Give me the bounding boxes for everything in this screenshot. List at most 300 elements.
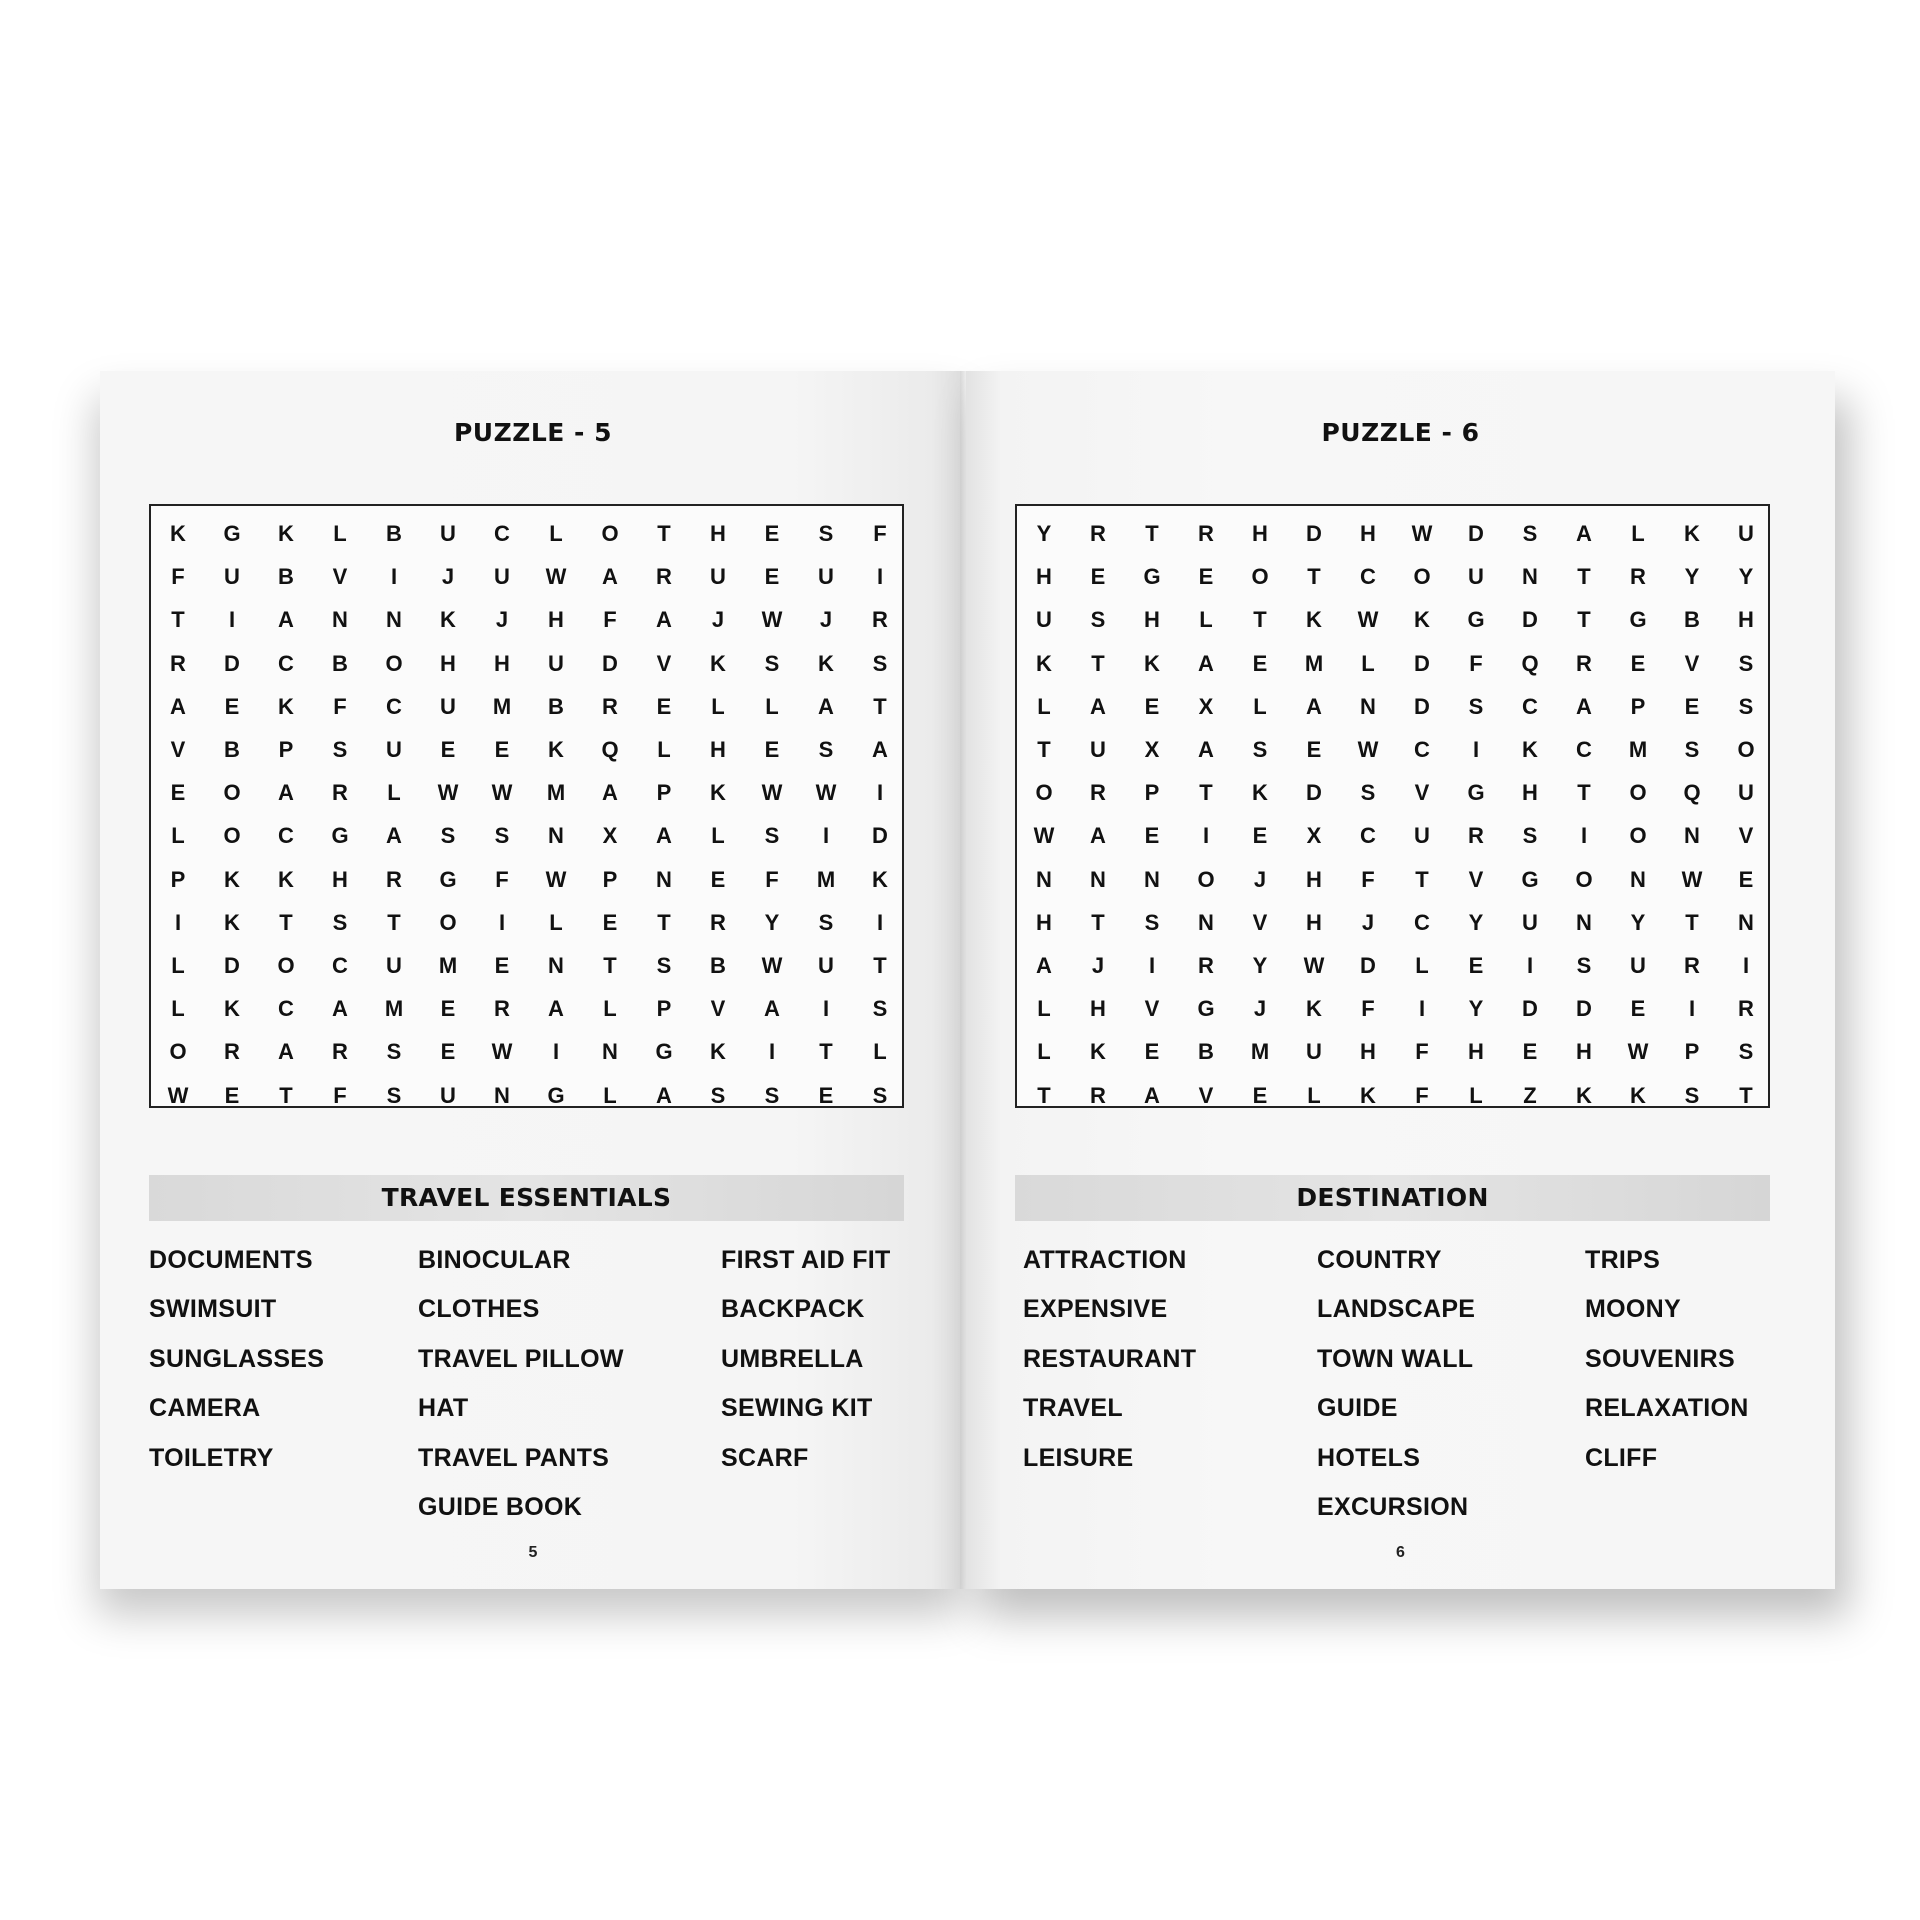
word-list-item: GUIDE xyxy=(1317,1394,1398,1423)
grid-letter: N xyxy=(1144,866,1160,892)
grid-letter: S xyxy=(710,1082,726,1108)
grid-letter: H xyxy=(1144,607,1160,633)
grid-letter: H xyxy=(1306,909,1322,935)
grid-letter: U xyxy=(1738,780,1754,806)
grid-letter: V xyxy=(1468,866,1484,892)
grid-letter: K xyxy=(1630,1082,1646,1108)
grid-row xyxy=(151,814,902,857)
grid-letter: A xyxy=(764,996,780,1022)
grid-letter: N xyxy=(1198,909,1214,935)
grid-letter: A xyxy=(872,737,888,762)
category-banner: TRAVEL ESSENTIALS xyxy=(149,1175,904,1221)
grid-letter: T xyxy=(1145,521,1159,546)
grid-letter: D xyxy=(1414,693,1430,719)
grid-letter: X xyxy=(1306,823,1322,849)
grid-letter: S xyxy=(1522,823,1538,849)
grid-letter: R xyxy=(1468,823,1484,849)
grid-row xyxy=(1017,598,1768,641)
grid-letter: K xyxy=(872,866,888,892)
grid-letter: G xyxy=(1629,607,1647,633)
grid-letter: U xyxy=(440,521,456,546)
grid-letter: W xyxy=(1681,866,1703,892)
grid-letter: S xyxy=(1144,909,1160,935)
grid-letter: A xyxy=(278,607,294,633)
grid-letter: N xyxy=(1522,564,1538,590)
grid-letter: S xyxy=(386,1082,402,1108)
grid-letter: C xyxy=(1576,737,1592,762)
grid-letter: T xyxy=(1037,737,1051,762)
word-list-item: CLIFF xyxy=(1585,1443,1658,1472)
grid-letter: W xyxy=(437,780,459,806)
grid-row xyxy=(151,944,902,987)
grid-row xyxy=(1017,814,1768,857)
grid-letter: T xyxy=(657,521,671,546)
grid-letter: Y xyxy=(1252,953,1268,978)
grid-letter: C xyxy=(1360,823,1376,849)
grid-letter: D xyxy=(872,823,888,849)
grid-letter: H xyxy=(710,737,726,762)
grid-letter: A xyxy=(1576,521,1592,546)
grid-letter: O xyxy=(223,823,241,849)
grid-letter: E xyxy=(1252,1082,1268,1108)
grid-letter: O xyxy=(439,909,457,935)
grid-letter: B xyxy=(224,737,240,762)
grid-letter: T xyxy=(1307,564,1321,590)
grid-letter: C xyxy=(386,693,402,719)
grid-letter: O xyxy=(1035,780,1053,806)
grid-row xyxy=(151,901,902,944)
word-list-item: MOONY xyxy=(1585,1295,1681,1324)
grid-letter: H xyxy=(1036,564,1052,590)
grid-letter: S xyxy=(1684,737,1700,762)
grid-letter: M xyxy=(1250,1039,1270,1065)
grid-letter: T xyxy=(873,953,887,978)
grid-letter: E xyxy=(1252,823,1268,849)
grid-letter: K xyxy=(1576,1082,1592,1108)
word-list-item: EXPENSIVE xyxy=(1023,1295,1168,1324)
grid-letter: T xyxy=(1091,909,1105,935)
grid-letter: N xyxy=(1576,909,1592,935)
grid-letter: S xyxy=(872,1082,888,1108)
grid-letter: L xyxy=(171,823,185,849)
grid-letter: L xyxy=(1253,693,1267,719)
grid-letter: V xyxy=(332,564,348,590)
grid-letter: E xyxy=(1252,650,1268,676)
grid-letter: H xyxy=(710,521,726,546)
grid-letter: L xyxy=(171,996,185,1022)
grid-letter: N xyxy=(548,823,564,849)
grid-letter: L xyxy=(387,780,401,806)
grid-letter: F xyxy=(1469,650,1483,676)
grid-letter: P xyxy=(1630,693,1646,719)
grid-letter: P xyxy=(656,780,672,806)
grid-letter: I xyxy=(552,1039,560,1065)
grid-letter: N xyxy=(1684,823,1700,849)
grid-letter: M xyxy=(546,780,566,806)
grid-letter: M xyxy=(438,953,458,978)
grid-letter: W xyxy=(761,953,783,978)
grid-letter: I xyxy=(876,564,884,590)
grid-row xyxy=(1017,512,1768,555)
grid-letter: S xyxy=(656,953,672,978)
grid-letter: B xyxy=(278,564,294,590)
grid-letter: V xyxy=(656,650,672,676)
grid-letter: S xyxy=(1090,607,1106,633)
word-list-item: SCARF xyxy=(721,1443,809,1472)
grid-letter: U xyxy=(386,737,402,762)
grid-letter: E xyxy=(1630,650,1646,676)
grid-letter: P xyxy=(656,996,672,1022)
grid-letter: P xyxy=(278,737,294,762)
grid-letter: L xyxy=(1199,607,1213,633)
grid-letter: V xyxy=(1198,1082,1214,1108)
word-list-item: BINOCULAR xyxy=(418,1246,571,1274)
grid-letter: I xyxy=(876,780,884,806)
grid-letter: A xyxy=(656,607,672,633)
grid-letter: K xyxy=(1414,607,1430,633)
grid-letter: N xyxy=(1036,866,1052,892)
grid-letter: L xyxy=(549,521,563,546)
grid-letter: U xyxy=(818,564,834,590)
grid-row xyxy=(1017,1074,1768,1117)
grid-letter: N xyxy=(1090,866,1106,892)
grid-letter: O xyxy=(1251,564,1269,590)
grid-row xyxy=(151,642,902,685)
grid-letter: N xyxy=(1738,909,1754,935)
grid-letter: O xyxy=(1629,780,1647,806)
grid-letter: O xyxy=(385,650,403,676)
word-list-item: TRAVEL PANTS xyxy=(418,1443,610,1472)
grid-letter: G xyxy=(655,1039,673,1065)
grid-letter: R xyxy=(1198,953,1214,978)
grid-letter: O xyxy=(1575,866,1593,892)
word-search-grid xyxy=(1015,504,1770,1108)
grid-letter: P xyxy=(1144,780,1160,806)
grid-letter: U xyxy=(1090,737,1106,762)
grid-letter: T xyxy=(279,1082,293,1108)
grid-letter: A xyxy=(1090,823,1106,849)
grid-letter: E xyxy=(656,693,672,719)
grid-row xyxy=(151,1074,902,1117)
grid-letter: Y xyxy=(1468,909,1484,935)
grid-letter: S xyxy=(1738,1039,1754,1065)
grid-row xyxy=(1017,944,1768,987)
grid-letter: T xyxy=(1577,780,1591,806)
grid-letter: R xyxy=(656,564,672,590)
word-list-item: RELAXATION xyxy=(1585,1394,1749,1423)
grid-letter: L xyxy=(1037,996,1051,1022)
grid-letter: K xyxy=(710,780,726,806)
grid-letter: K xyxy=(224,866,240,892)
grid-letter: E xyxy=(1684,693,1700,719)
grid-row xyxy=(1017,555,1768,598)
grid-letter: S xyxy=(1738,650,1754,676)
grid-letter: D xyxy=(224,650,240,676)
word-list-item: TRAVEL PILLOW xyxy=(418,1344,624,1373)
grid-letter: L xyxy=(603,996,617,1022)
grid-letter: J xyxy=(1091,953,1105,978)
word-list-item: SWIMSUIT xyxy=(149,1295,277,1324)
grid-row xyxy=(151,728,902,771)
grid-letter: U xyxy=(1630,953,1646,978)
word-list-item: FIRST AID FIT xyxy=(721,1246,891,1274)
word-search-grid xyxy=(149,504,904,1108)
word-list-item: DOCUMENTS xyxy=(149,1246,313,1274)
grid-letter: K xyxy=(1036,650,1052,676)
grid-letter: W xyxy=(545,866,567,892)
grid-letter: T xyxy=(819,1039,833,1065)
grid-letter: I xyxy=(1742,953,1750,978)
grid-row xyxy=(151,685,902,728)
grid-letter: U xyxy=(386,953,402,978)
grid-letter: E xyxy=(1738,866,1754,892)
grid-letter: I xyxy=(876,909,884,935)
grid-letter: A xyxy=(548,996,564,1022)
grid-letter: S xyxy=(494,823,510,849)
grid-letter: F xyxy=(603,607,617,633)
grid-letter: K xyxy=(224,996,240,1022)
grid-letter: R xyxy=(710,909,726,935)
grid-letter: G xyxy=(1197,996,1215,1022)
grid-letter: R xyxy=(170,650,186,676)
grid-letter: A xyxy=(656,1082,672,1108)
grid-letter: Z xyxy=(1523,1082,1537,1108)
grid-letter: E xyxy=(1144,1039,1160,1065)
grid-letter: W xyxy=(1411,521,1433,546)
grid-letter: V xyxy=(1684,650,1700,676)
grid-letter: E xyxy=(1468,953,1484,978)
grid-letter: E xyxy=(224,693,240,719)
grid-letter: Y xyxy=(1684,564,1700,590)
word-list-item: SUNGLASSES xyxy=(149,1344,325,1373)
grid-letter: L xyxy=(1469,1082,1483,1108)
grid-letter: S xyxy=(440,823,456,849)
grid-letter: P xyxy=(1684,1039,1700,1065)
word-list-item: RESTAURANT xyxy=(1023,1344,1197,1373)
grid-letter: G xyxy=(1467,780,1485,806)
grid-letter: F xyxy=(171,564,185,590)
grid-letter: O xyxy=(601,521,619,546)
grid-letter: F xyxy=(1361,866,1375,892)
grid-letter: D xyxy=(1306,521,1322,546)
grid-letter: K xyxy=(278,866,294,892)
grid-letter: Y xyxy=(1036,521,1052,546)
grid-letter: H xyxy=(440,650,456,676)
grid-letter: W xyxy=(167,1082,189,1108)
grid-letter: E xyxy=(494,953,510,978)
grid-letter: N xyxy=(332,607,348,633)
grid-letter: D xyxy=(1522,996,1538,1022)
grid-letter: L xyxy=(1415,953,1429,978)
grid-letter: X xyxy=(1144,737,1160,762)
page-number: 5 xyxy=(528,1544,538,1561)
grid-letter: H xyxy=(1252,521,1268,546)
grid-letter: R xyxy=(494,996,510,1022)
grid-letter: A xyxy=(1198,650,1214,676)
grid-letter: A xyxy=(1306,693,1322,719)
grid-letter: S xyxy=(1252,737,1268,762)
grid-letter: A xyxy=(386,823,402,849)
grid-letter: R xyxy=(1090,780,1106,806)
grid-letter: F xyxy=(1361,996,1375,1022)
grid-letter: K xyxy=(224,909,240,935)
grid-letter: F xyxy=(873,521,887,546)
grid-letter: J xyxy=(441,564,455,590)
grid-letter: S xyxy=(332,909,348,935)
grid-row xyxy=(1017,1030,1768,1073)
grid-letter: S xyxy=(1738,693,1754,719)
grid-row xyxy=(1017,858,1768,901)
grid-letter: B xyxy=(1198,1039,1214,1065)
grid-letter: D xyxy=(224,953,240,978)
grid-letter: C xyxy=(278,823,294,849)
grid-letter: B xyxy=(548,693,564,719)
grid-letter: U xyxy=(440,1082,456,1108)
grid-letter: E xyxy=(1522,1039,1538,1065)
grid-letter: R xyxy=(1576,650,1592,676)
word-list-item: TOILETRY xyxy=(149,1443,274,1472)
grid-letter: A xyxy=(602,780,618,806)
grid-letter: K xyxy=(1306,996,1322,1022)
grid-letter: A xyxy=(1198,737,1214,762)
grid-letter: K xyxy=(440,607,456,633)
grid-letter: G xyxy=(439,866,457,892)
grid-letter: O xyxy=(169,1039,187,1065)
word-list-item: EXCURSION xyxy=(1317,1493,1469,1521)
word-list-item: BACKPACK xyxy=(721,1295,865,1324)
grid-letter: F xyxy=(1415,1082,1429,1108)
grid-letter: A xyxy=(278,1039,294,1065)
grid-letter: U xyxy=(494,564,510,590)
grid-letter: U xyxy=(548,650,564,676)
grid-letter: N xyxy=(656,866,672,892)
grid-letter: B xyxy=(710,953,726,978)
grid-letter: L xyxy=(765,693,779,719)
grid-letter: Q xyxy=(601,737,619,762)
grid-letter: L xyxy=(1037,1039,1051,1065)
grid-row xyxy=(1017,901,1768,944)
grid-letter: E xyxy=(602,909,618,935)
grid-letter: E xyxy=(1630,996,1646,1022)
grid-letter: D xyxy=(602,650,618,676)
grid-letter: Q xyxy=(1683,780,1701,806)
grid-letter: U xyxy=(1036,607,1052,633)
word-list-item: TOWN WALL xyxy=(1317,1344,1474,1373)
grid-letter: Y xyxy=(764,909,780,935)
grid-letter: R xyxy=(1198,521,1214,546)
grid-letter: H xyxy=(1306,866,1322,892)
grid-letter: D xyxy=(1576,996,1592,1022)
grid-letter: O xyxy=(1737,737,1755,762)
grid-letter: E xyxy=(1090,564,1106,590)
grid-letter: A xyxy=(818,693,834,719)
grid-letter: R xyxy=(332,780,348,806)
grid-letter: O xyxy=(1413,564,1431,590)
grid-letter: A xyxy=(170,693,186,719)
grid-letter: G xyxy=(1143,564,1161,590)
grid-letter: X xyxy=(1198,693,1214,719)
grid-letter: H xyxy=(1738,607,1754,633)
grid-letter: H xyxy=(1090,996,1106,1022)
grid-letter: I xyxy=(228,607,236,633)
grid-letter: L xyxy=(1361,650,1375,676)
grid-letter: H xyxy=(1576,1039,1592,1065)
grid-letter: D xyxy=(1522,607,1538,633)
grid-letter: W xyxy=(1627,1039,1649,1065)
grid-letter: R xyxy=(332,1039,348,1065)
grid-letter: K xyxy=(278,693,294,719)
grid-letter: W xyxy=(761,607,783,633)
grid-row xyxy=(151,1030,902,1073)
grid-row xyxy=(151,858,902,901)
grid-letter: J xyxy=(1361,909,1375,935)
grid-letter: W xyxy=(1357,737,1379,762)
grid-letter: S xyxy=(332,737,348,762)
grid-letter: K xyxy=(1144,650,1160,676)
grid-letter: I xyxy=(1418,996,1426,1022)
grid-letter: E xyxy=(710,866,726,892)
grid-letter: K xyxy=(1090,1039,1106,1065)
grid-letter: E xyxy=(170,780,186,806)
grid-letter: U xyxy=(1468,564,1484,590)
grid-letter: L xyxy=(333,521,347,546)
grid-letter: U xyxy=(440,693,456,719)
grid-letter: X xyxy=(602,823,618,849)
grid-letter: O xyxy=(223,780,241,806)
grid-letter: T xyxy=(1091,650,1105,676)
grid-row xyxy=(1017,728,1768,771)
grid-letter: T xyxy=(657,909,671,935)
word-list-item: SOUVENIRS xyxy=(1585,1344,1735,1373)
grid-letter: C xyxy=(1414,737,1430,762)
grid-row xyxy=(151,771,902,814)
grid-letter: I xyxy=(1526,953,1534,978)
grid-letter: A xyxy=(1090,693,1106,719)
grid-letter: A xyxy=(1576,693,1592,719)
grid-letter: U xyxy=(818,953,834,978)
grid-row xyxy=(151,512,902,555)
grid-letter: E xyxy=(1144,693,1160,719)
grid-row xyxy=(1017,642,1768,685)
grid-letter: L xyxy=(171,953,185,978)
grid-letter: T xyxy=(279,909,293,935)
grid-letter: T xyxy=(1577,564,1591,590)
grid-letter: T xyxy=(1253,607,1267,633)
grid-letter: I xyxy=(1688,996,1696,1022)
grid-letter: I xyxy=(498,909,506,935)
grid-letter: T xyxy=(1685,909,1699,935)
word-list-item: ATTRACTION xyxy=(1023,1246,1187,1274)
grid-letter: O xyxy=(1197,866,1215,892)
grid-letter: E xyxy=(1306,737,1322,762)
grid-letter: A xyxy=(278,780,294,806)
grid-letter: E xyxy=(818,1082,834,1108)
grid-letter: K xyxy=(710,1039,726,1065)
grid-row xyxy=(151,555,902,598)
grid-letter: E xyxy=(764,521,780,546)
grid-letter: E xyxy=(440,737,456,762)
grid-letter: N xyxy=(494,1082,510,1108)
grid-letter: V xyxy=(170,737,186,762)
grid-letter: E xyxy=(764,564,780,590)
grid-letter: F xyxy=(333,693,347,719)
grid-letter: F xyxy=(333,1082,347,1108)
grid-letter: E xyxy=(1144,823,1160,849)
grid-letter: F xyxy=(765,866,779,892)
grid-letter: J xyxy=(819,607,833,633)
grid-letter: N xyxy=(602,1039,618,1065)
grid-letter: T xyxy=(1037,1082,1051,1108)
